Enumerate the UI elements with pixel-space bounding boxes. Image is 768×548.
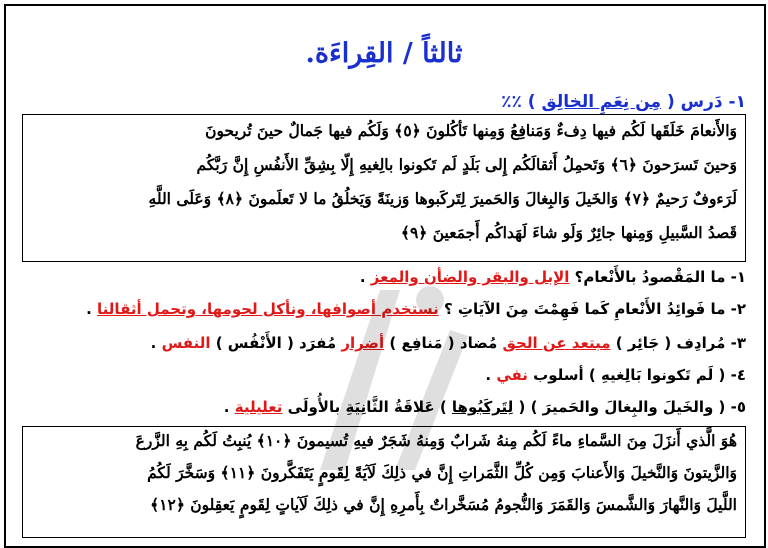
question-text: مُفرَد ( الأَنْفُس )	[215, 334, 337, 352]
verse-line: وَالزَّيتونَ وَالنَّخيلَ وَالأَعنابَ وَمِن كُلِّ الثَّمَراتِ إِنَّ في ذلِكَ لَآيَةً لِقَومٍ يَتَفَكَّرونَ ﴿١١﴾ وَسَخَّرَ لَكُمُ	[147, 463, 737, 482]
end-dot: .	[150, 334, 157, 352]
verse-line: اللَّيلَ وَالنَّهارَ وَالشَّمسَ وَالقَمَرَ وَالنُّجومُ مُسَخَّراتٌ بِأَمرِهِ إِنَّ في ذلِكَ لَآياتٍ لِقَومٍ يَعقِلونَ ﴿١٢﴾	[150, 495, 737, 514]
passage-box-2	[22, 426, 746, 538]
answer: مبتعد عن الحق	[502, 334, 611, 352]
question-1	[360, 268, 746, 286]
question-3	[151, 334, 746, 352]
end-dot: .	[223, 398, 230, 416]
answer: تعليلية	[234, 398, 283, 416]
answer: نفي	[496, 366, 528, 384]
question-text: مُضاد ( مَنافِع )	[389, 334, 498, 352]
question-text: ١- ما المَقْصودُ بالأَنْعام؟	[574, 268, 746, 286]
end-dot: .	[359, 268, 366, 286]
question-text: ٥- ( والخَيلَ والبِغالَ والحَميرَ ) (	[518, 398, 746, 416]
verse-line: وَحينَ تَسرَحونَ ﴿٦﴾ وَتَحمِلُ أَثقالَكُم إِلى بَلَدٍ لَم تَكونوا بالِغيهِ إِلّا بِشِقِّ الأَنفُسِ إِنَّ رَبَّكُم	[196, 155, 737, 174]
answer: الإبل والبقر والضأن والمعز	[370, 268, 570, 286]
end-dot: .	[86, 300, 92, 318]
verse-line: قَصدُ السَّبيلِ وَمِنها جائِرٌ وَلَو شاءَ لَهَداكُم أَجمَعينَ ﴿٩﴾	[400, 223, 737, 242]
question-text: ٣- مُرادِف ( جَائِر )	[615, 334, 746, 352]
question-text: ٢- ما فَوائِدُ الأَنْعامِ كَما فَهِمْتَ مِنَ الآيَاتِ ؟	[444, 300, 746, 318]
section-title: ثالثاً / القِراءَة.	[305, 38, 463, 69]
lesson-suffix: ) ٪٪	[501, 92, 536, 112]
answer: أضرار	[341, 334, 385, 352]
lesson-prefix: ١- دَرس (	[666, 92, 746, 112]
question-2	[86, 300, 746, 318]
verse-line: وَالأَنعامَ خَلَقَها لَكُم فيها دِفءٌ وَمَنافِعُ وَمِنها تَأكُلونَ ﴿٥﴾ وَلَكُم فيها جَمالٌ حينَ تُريحونَ	[205, 121, 737, 140]
end-dot: .	[485, 366, 492, 384]
answer: نستخدم أصوافها، ونأكل لحومها، وتحمل أثقالنا	[97, 300, 439, 318]
lesson-heading	[501, 92, 746, 112]
question-text: ) عَلاقَةُ الثَّانِيَةِ بالأُولَى	[287, 398, 447, 416]
question-4	[485, 366, 746, 384]
passage-box-1	[22, 114, 746, 262]
answer: النفس	[161, 334, 211, 352]
verse-line: لَرَءوفٌ رَحيمٌ ﴿٧﴾ وَالخَيلَ وَالبِغالَ وَالحَميرَ لِتَركَبوها وَزينَةً وَيَخلُقُ ما لا تَعلَمونَ ﴿٨﴾ وَعَلَى اللَّهِ	[148, 189, 737, 208]
question-text: لِتَركَبُوها	[451, 398, 514, 416]
lesson-name: مِن نِعَمِ الخالِق	[541, 92, 662, 112]
verse-line: هُوَ الَّذي أَنزَلَ مِنَ السَّماءِ ماءً لَكُم مِنهُ شَرابٌ وَمِنهُ شَجَرٌ فيهِ تُسيمونَ ﴿١٠﴾ يُنبِتُ لَكُم بِهِ الزَّرعَ	[135, 431, 737, 450]
question-5	[224, 398, 746, 416]
question-text: ٤- ( لَم تَكونوا بَالِغيهِ ) أسلوب	[533, 366, 746, 384]
